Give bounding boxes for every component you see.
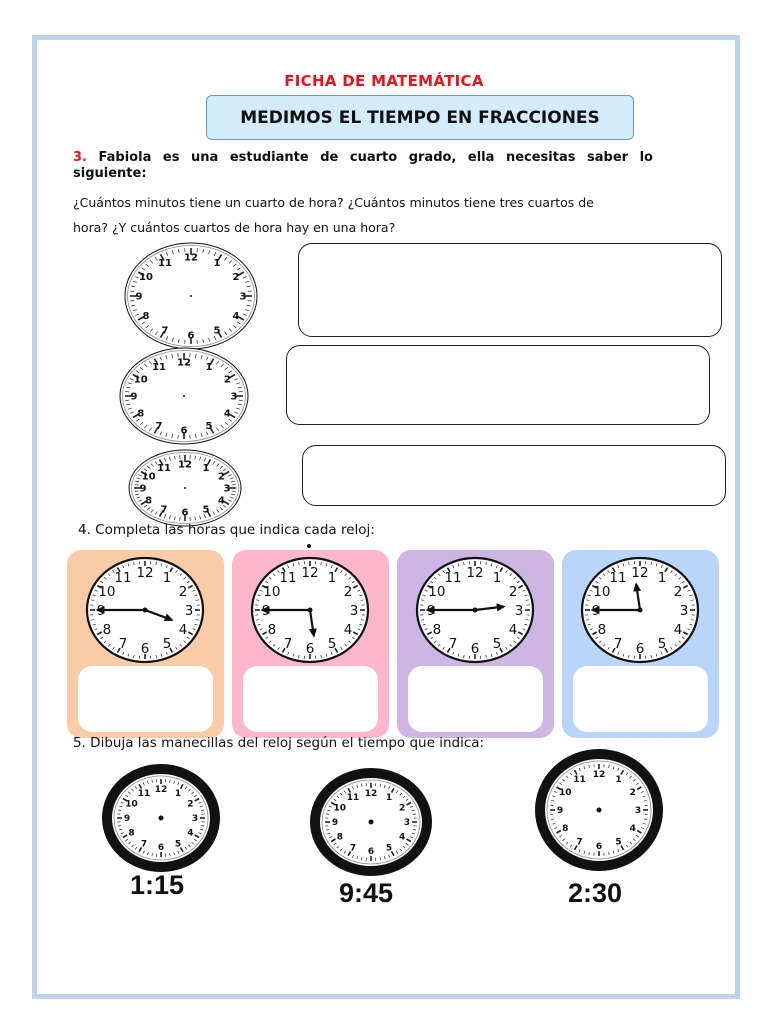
clock-numeral: 8: [336, 832, 343, 843]
clock-numeral: 4: [223, 408, 231, 420]
clock-numeral: 4: [178, 621, 188, 638]
target-time-3: 2:30: [568, 878, 623, 908]
clock-numeral: 2: [217, 471, 225, 483]
question-3-line-2: hora? ¿Y cuántos cuartos de hora hay en una hora?: [73, 220, 396, 235]
clock-numeral: 9: [130, 391, 138, 403]
clock-numeral: 8: [102, 621, 112, 638]
clock-center: [183, 395, 185, 397]
clock-numeral: 3: [239, 291, 247, 303]
clock-face-2: [249, 555, 371, 665]
clock-numeral: 4: [399, 832, 406, 843]
clock-numeral: 1: [657, 569, 667, 586]
clock-numeral: 2: [508, 583, 518, 600]
clock-numeral: 10: [98, 583, 116, 600]
clock-numeral: 12: [177, 357, 191, 369]
clock-numeral: 4: [217, 495, 225, 507]
clock-center: [597, 808, 602, 813]
clock-numeral: 1: [205, 362, 213, 374]
clock-numeral: 11: [137, 789, 151, 800]
sheet-title: FICHA DE MATEMÁTICA: [284, 72, 484, 90]
question-3-statement: [73, 150, 653, 182]
clock-card-3: [397, 550, 554, 738]
clock-numeral: 6: [305, 640, 315, 657]
worksheet-banner: [206, 95, 634, 140]
clock-numeral: 7: [160, 504, 168, 516]
clock-numeral: 8: [562, 824, 569, 835]
clock-center: [369, 820, 374, 825]
clock-numeral: 1: [492, 569, 502, 586]
question-3-number: 3.: [73, 150, 87, 165]
clock-numeral: 8: [142, 311, 150, 323]
clock-numeral: 10: [428, 583, 446, 600]
clock-numeral: 3: [191, 814, 199, 825]
clock-numeral: 7: [613, 635, 623, 652]
clock-numeral: 2: [673, 583, 683, 600]
clock-numeral: 4: [343, 621, 353, 638]
clock-numeral: 2: [232, 272, 240, 284]
target-time-1: 1:15: [130, 870, 185, 900]
clock-numeral: 2: [178, 583, 188, 600]
clock-card-2: [232, 550, 389, 738]
clock-numeral: 7: [283, 635, 293, 652]
target-time-2: 9:45: [339, 878, 394, 908]
draw-clock-1[interactable]: [101, 763, 221, 873]
clock-numeral: 12: [136, 564, 154, 581]
clock-numeral: 7: [448, 635, 458, 652]
clock-numeral: 1: [174, 789, 182, 800]
time-answer-box-4[interactable]: [573, 666, 708, 732]
clock-numeral: 9: [139, 483, 147, 495]
clock-numeral: 1: [615, 775, 622, 786]
clock-numeral: 6: [157, 843, 165, 854]
clock-numeral: 7: [140, 839, 148, 850]
question-3-line-1: ¿Cuántos minutos tiene un cuarto de hora? ¿Cuántos minutos tiene tres cuartos de: [73, 195, 594, 210]
clock-numeral: 6: [140, 640, 150, 657]
question-5-label: 5. Dibuja las manecillas del reloj según el tiempo que indica:: [73, 735, 485, 751]
clock-numeral: 11: [114, 569, 132, 586]
clock-numeral: 10: [125, 799, 138, 810]
clock-numeral: 8: [597, 621, 607, 638]
clock-center: [638, 608, 643, 613]
dot-mark: [307, 544, 311, 548]
clock-numeral: 5: [657, 635, 667, 652]
answer-box-3[interactable]: [302, 445, 726, 506]
clock-center: [473, 608, 478, 613]
clock-numeral: 3: [634, 806, 642, 817]
clock-numeral: 1: [385, 793, 393, 804]
draw-clock-2[interactable]: [309, 767, 433, 877]
clock-numeral: 12: [592, 770, 606, 781]
clock-numeral: 3: [223, 483, 231, 495]
clock-center: [159, 816, 164, 821]
banner-text: MEDIMOS EL TIEMPO EN FRACCIONES: [240, 107, 600, 128]
clock-numeral: 11: [444, 569, 462, 586]
clock-numeral: 11: [346, 793, 360, 804]
clock-numeral: 11: [152, 362, 166, 374]
clock-numeral: 8: [145, 495, 153, 507]
clock-center: [184, 487, 186, 489]
clock-face-3: [414, 555, 536, 665]
blank-clock-face-2: [117, 345, 251, 447]
question-4-label: 4. Completa las horas que indica cada reloj:: [78, 522, 375, 538]
clock-numeral: 9: [556, 806, 564, 817]
clock-numeral: 6: [181, 507, 189, 519]
clock-card-4: [562, 550, 719, 738]
clock-face-1: [84, 555, 206, 665]
clock-numeral: 7: [155, 421, 163, 433]
clock-numeral: 5: [162, 635, 172, 652]
clock-numeral: 7: [118, 635, 128, 652]
clock-numeral: 8: [267, 621, 277, 638]
clock-numeral: 6: [180, 425, 188, 437]
clock-numeral: 3: [679, 602, 689, 619]
clock-numeral: 6: [635, 640, 645, 657]
clock-numeral: 4: [673, 621, 683, 638]
clock-center: [190, 295, 192, 297]
clock-numeral: 3: [230, 391, 238, 403]
clock-numeral: 6: [187, 330, 195, 342]
clock-numeral: 12: [301, 564, 319, 581]
clock-numeral: 6: [367, 847, 375, 858]
clock-numeral: 11: [573, 775, 586, 786]
blank-clock-face-1: [122, 240, 260, 352]
clock-numeral: 2: [223, 374, 231, 386]
clock-numeral: 4: [232, 311, 240, 323]
clock-numeral: 9: [123, 814, 131, 825]
clock-numeral: 5: [213, 325, 221, 337]
clock-numeral: 5: [492, 635, 502, 652]
clock-numeral: 1: [213, 257, 221, 269]
clock-numeral: 3: [349, 602, 359, 619]
clock-numeral: 1: [327, 569, 337, 586]
clock-numeral: 3: [403, 818, 411, 829]
clock-numeral: 5: [202, 504, 210, 516]
clock-numeral: 11: [158, 257, 172, 269]
clock-numeral: 12: [631, 564, 649, 581]
clock-numeral: 10: [263, 583, 281, 600]
answer-box-2[interactable]: [286, 345, 710, 425]
question-3-questions: [73, 190, 653, 240]
clock-numeral: 6: [595, 842, 603, 853]
clock-numeral: 5: [205, 421, 213, 433]
clock-numeral: 10: [333, 803, 347, 814]
clock-numeral: 7: [349, 843, 357, 854]
clock-numeral: 11: [157, 462, 171, 474]
clock-numeral: 2: [399, 803, 406, 814]
clock-numeral: 12: [466, 564, 484, 581]
clock-numeral: 3: [514, 602, 524, 619]
clock-numeral: 10: [593, 583, 611, 600]
clock-numeral: 5: [174, 839, 182, 850]
clock-numeral: 2: [187, 799, 194, 810]
clock-numeral: 4: [508, 621, 518, 638]
clock-numeral: 12: [178, 459, 192, 471]
question-3-text: Fabiola es una estudiante de cuarto grado, ella necesitas saber lo siguiente:: [73, 150, 653, 181]
clock-numeral: 6: [470, 640, 480, 657]
clock-numeral: 10: [133, 374, 148, 386]
clock-numeral: 1: [162, 569, 172, 586]
clock-numeral: 7: [576, 837, 583, 848]
clock-numeral: 4: [187, 828, 194, 839]
clock-face-4: [579, 555, 701, 665]
clock-numeral: 9: [331, 818, 339, 829]
clock-numeral: 10: [558, 788, 572, 799]
clock-numeral: 10: [139, 272, 153, 284]
clock-numeral: 11: [609, 569, 627, 586]
time-answer-box-3[interactable]: [408, 666, 543, 732]
draw-clock-3[interactable]: [534, 748, 664, 872]
clock-numeral: 8: [128, 828, 135, 839]
clock-numeral: 2: [629, 788, 636, 799]
clock-numeral: 12: [364, 789, 378, 800]
time-answer-box-2[interactable]: [243, 666, 378, 732]
clock-numeral: 5: [615, 837, 622, 848]
time-answer-box-1[interactable]: [78, 666, 213, 732]
blank-clock-face-3: [126, 447, 244, 529]
clock-numeral: 5: [385, 843, 393, 854]
clock-numeral: 3: [184, 602, 194, 619]
clock-card-1: [67, 550, 224, 738]
clock-numeral: 8: [432, 621, 442, 638]
clock-numeral: 7: [161, 325, 169, 337]
clock-numeral: 1: [202, 462, 210, 474]
clock-numeral: 2: [343, 583, 353, 600]
clock-numeral: 10: [141, 471, 156, 483]
clock-center: [308, 608, 313, 613]
clock-numeral: 12: [184, 252, 198, 264]
answer-box-1[interactable]: [298, 243, 722, 337]
clock-numeral: 8: [137, 408, 145, 420]
clock-numeral: 5: [327, 635, 337, 652]
clock-numeral: 9: [135, 291, 143, 303]
clock-numeral: 11: [279, 569, 297, 586]
clock-numeral: 4: [629, 824, 636, 835]
clock-center: [143, 608, 148, 613]
clock-numeral: 12: [154, 785, 168, 796]
